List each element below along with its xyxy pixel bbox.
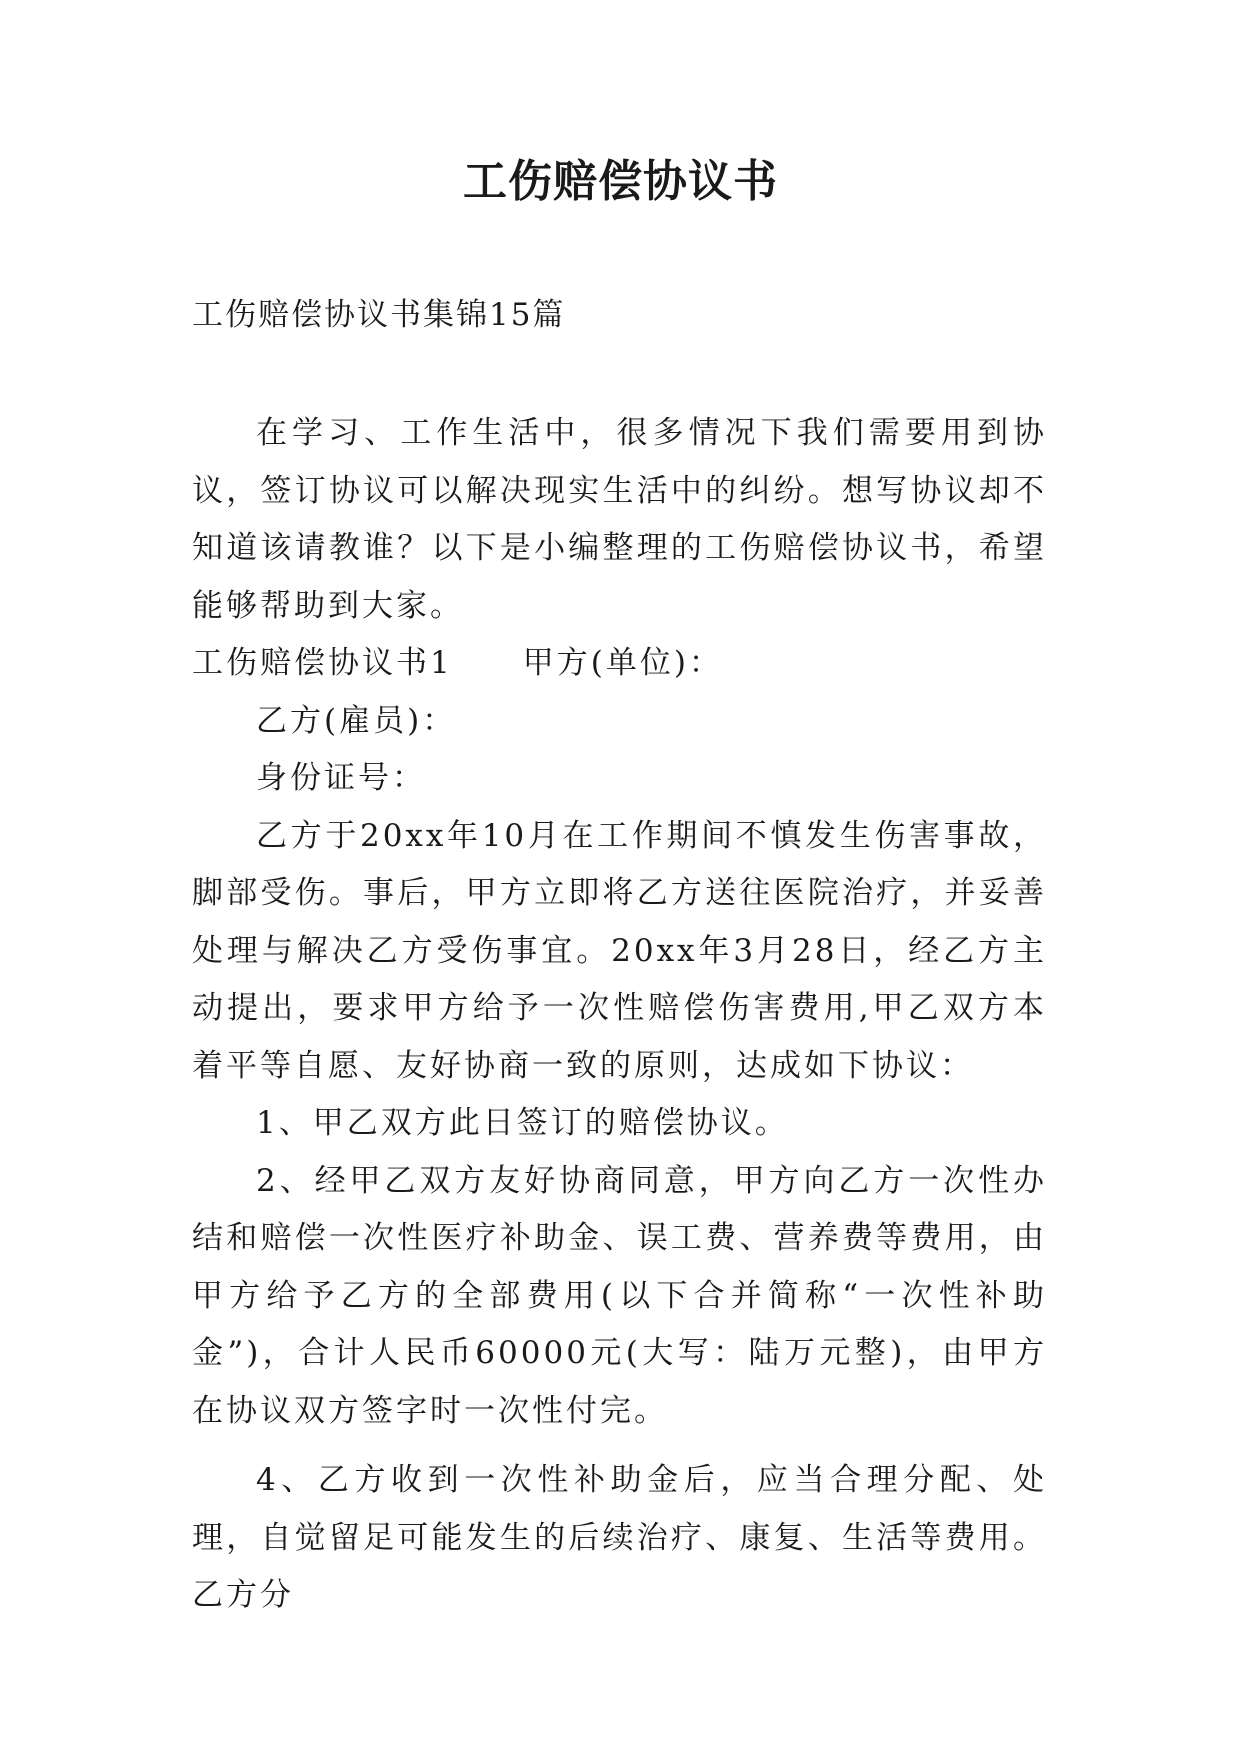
clause-1: 1、甲乙双方此日签订的赔偿协议。 bbox=[256, 1105, 789, 1141]
document-title: 工伤赔偿协议书 bbox=[463, 156, 778, 207]
document-subtitle: 工伤赔偿协议书集锦15篇 bbox=[192, 297, 566, 333]
section-heading-line bbox=[192, 635, 1047, 693]
id-number-label: 身份证号： bbox=[256, 760, 426, 796]
party-a-label: 甲方(单位)： bbox=[522, 645, 723, 681]
incident-paragraph: 乙方于20xx年10月在工作期间不慎发生伤害事故，脚部受伤。事后，甲方立即将乙方送往医院治疗，并妥善处理与解决乙方受伤事宜。20xx年3月28日，经乙方主动提出，要求甲方给予一次性赔偿伤害费用,甲乙双方本着平等自愿、友好协商一致的原则，达成如下协议： bbox=[192, 817, 1047, 1084]
clause-4: 4、乙方收到一次性补助金后，应当合理分配、处理，自觉留足可能发生的后续治疗、康复、生活等费用。乙方分 bbox=[192, 1462, 1047, 1613]
party-b-label: 乙方(雇员)： bbox=[256, 702, 457, 739]
section-heading: 工伤赔偿协议书1 bbox=[192, 645, 453, 681]
intro-paragraph: 在学习、工作生活中，很多情况下我们需要用到协议，签订协议可以解决现实生活中的纠纷。想写协议却不知道该请教谁？以下是小编整理的工伤赔偿协议书，希望能够帮助到大家。 bbox=[192, 415, 1047, 624]
document-body bbox=[192, 405, 1047, 1625]
clause-2: 2、经甲乙双方友好协商同意，甲方向乙方一次性办结和赔偿一次性医疗补助金、误工费、营养费等费用，由甲方给予乙方的全部费用(以下合并简称“一次性补助金”)，合计人民币60000元(大写：陆万元整)，由甲方在协议双方签字时一次性付完。 bbox=[192, 1162, 1047, 1429]
